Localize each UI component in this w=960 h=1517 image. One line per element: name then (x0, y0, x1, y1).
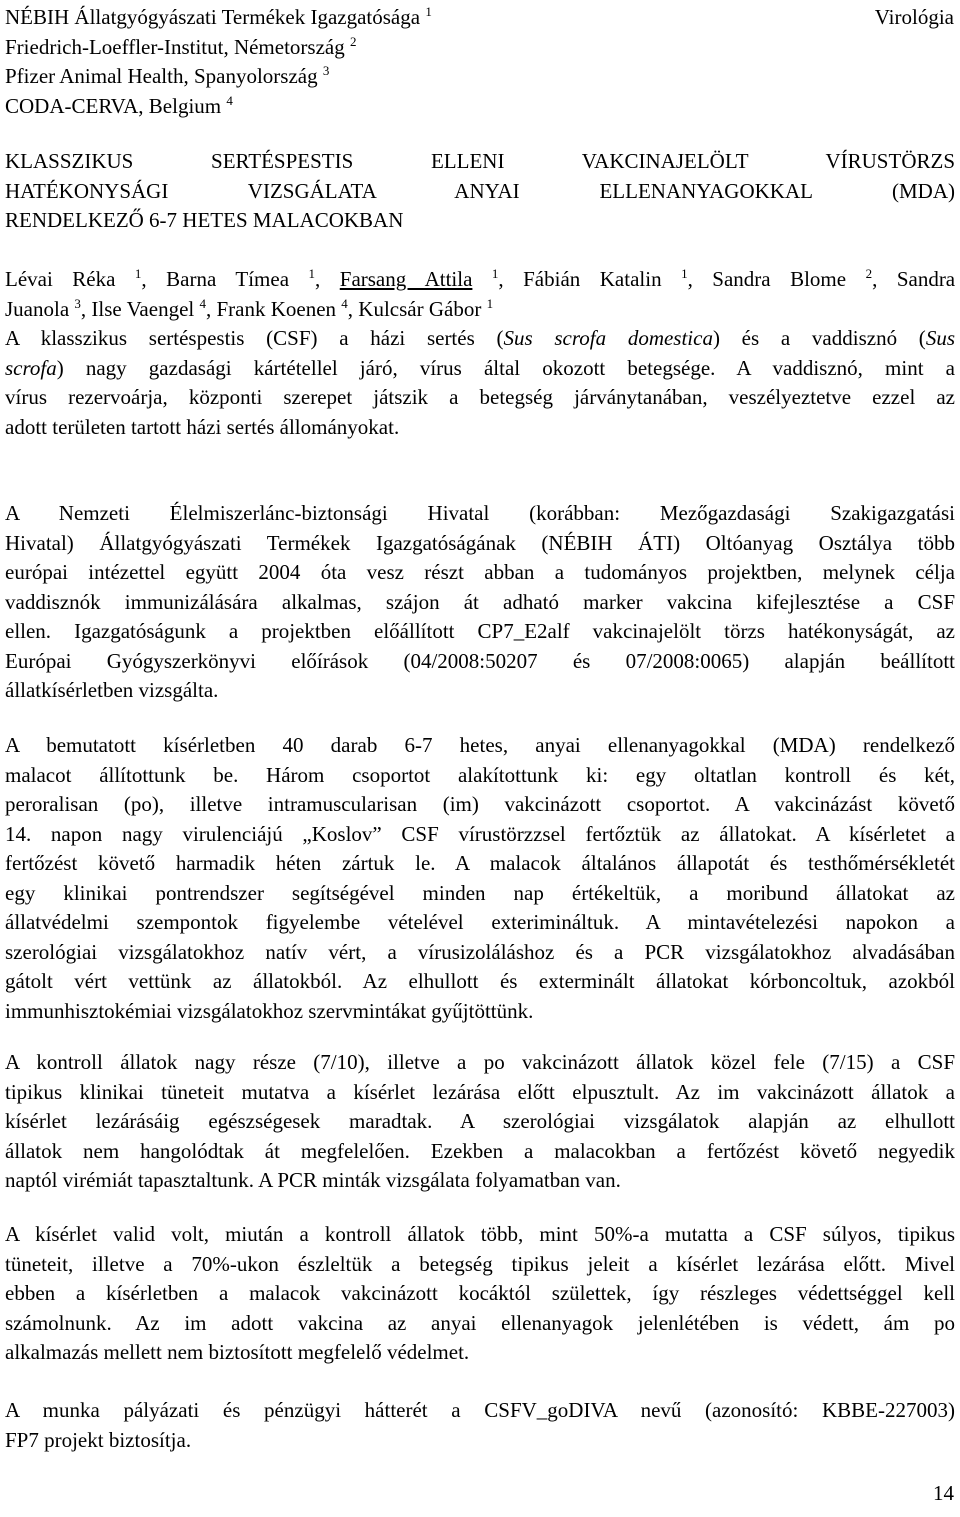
text-line: európai intézettel együtt 2004 óta vesz részt abban a tudományos projektben, melynek célja (5, 560, 955, 584)
author-name: Sandra (896, 267, 956, 291)
text-line: alkalmazás mellett nem biztosított megfelelő védelmet. (5, 1340, 470, 1364)
affiliations-block (5, 3, 705, 121)
text-line: számolnunk. Az im adott vakcina az anyai ellenanyagok jelenlétében is védett, ám po (5, 1310, 955, 1335)
text-line: malacot állítottunk be. Három csoportot alakítottunk ki: egy oltatlan kontroll és két, (5, 762, 955, 787)
text-line: Hivatal) Állatgyógyászati Termékek Igazgatóságának (NÉBIH ÁTI) Oltóanyag Osztálya több (5, 530, 955, 555)
page-number: 14 (933, 1481, 954, 1505)
affiliation-line: Pfizer Animal Health, Spanyolország $^3$ (5, 63, 330, 88)
text-line: scrofa) nagy gazdasági kártétellel járó, vírus által okozott betegsége. A vaddisznó, mint a (5, 355, 955, 380)
paragraph-discussion (5, 1220, 955, 1368)
affiliation-line: Friedrich-Loeffler-Institut, Németország $^2$ (5, 33, 357, 59)
text-line: A Nemzeti Élelmiszerlánc-biztonsági Hivatal (korábban: Mezőgazdasági Szakigazgatási (5, 501, 955, 525)
author-name: Ilse Vaengel (91, 296, 195, 321)
author-name: Sandra Blome (712, 267, 847, 291)
text-line: állatkísérletben vizsgálta. (5, 678, 219, 702)
text-line: kísérlet lezárásáig egészségesek maradtak. A szerológiai vizsgálatok alapján az elhullott (5, 1109, 955, 1133)
affiliation-number: 2 (349, 33, 357, 49)
author-line: Lévai Réka $^1$, Barna Tímea $^1$, Farsang Attila $^1$, Fábián Katalin $^1$, Sandra Blome $^2$, Sandra (5, 266, 956, 291)
text-line: állatok nem hangolódtak át megfelelően. Ezekben a malacokban a fertőzést követő negyedik (5, 1138, 955, 1163)
affiliation-number: 1 (425, 4, 432, 19)
section-label: Virológia (874, 5, 954, 29)
affiliation-line: NÉBIH Állatgyógyászati Termékek Igazgatósága $^1$ (5, 4, 432, 29)
affiliation-number: 4 (226, 92, 233, 108)
text-line: vírus rezervoárja, központi szerepet játszik a betegség járványtanában, veszélyeztetve ezzel az (5, 385, 955, 409)
author-name: Kulcsár Gábor (358, 296, 482, 321)
text-line: egy klinikai pontrendszer segítségével minden nap értékeltük, a moribund állatokat az (5, 880, 955, 905)
article-title (5, 147, 955, 236)
text-line: A munka pályázati és pénzügyi hátterét a CSFV_goDIVA nevű (azonosító: KBBE-227003) (5, 1398, 955, 1422)
affiliation-number: 3 (322, 63, 330, 78)
paragraph-funding (5, 1396, 955, 1455)
author-name: Lévai Réka (5, 267, 116, 291)
text-line: ellen. Igazgatóságunk a projektben előállított CP7_E2alf vakcinajelölt törzs hatékonyságát, az (5, 619, 955, 643)
text-line: ebben a kísérletben a malacok vakcinázott kocáktól születtek, így részleges védettséggel kell (5, 1281, 955, 1305)
text-line: gátolt vért vettünk az állatokból. Az elhullott és exterminált állatokat kórboncoltuk, azokból (5, 969, 955, 993)
text-line: adott területen tartott házi sertés állományokat. (5, 414, 400, 439)
text-line: immunhisztokémiai vizsgálatokhoz szervmintákat gyűjtöttünk. (5, 998, 534, 1023)
author-name-presenting: Farsang Attila (339, 267, 473, 291)
text-line: tipikus klinikai tüneteit mutatva a kísérlet lezárása előtt elpusztult. Az im vakcinázott állatok a (5, 1079, 955, 1104)
paragraph-background (5, 499, 955, 706)
text-line: Európai Gyógyszerkönyvi előírások (04/2008:50207 és 07/2008:0065) alapján beállított (5, 648, 955, 673)
author-name: Frank Koenen (216, 296, 337, 321)
text-line: vaddisznók immunizálására alkalmas, szájon át adható marker vakcina kifejlesztése a CSF (5, 589, 955, 614)
title-line: HATÉKONYSÁGI VIZSGÁLATA ANYAI ELLENANYAGOKKAL (MDA) (5, 178, 955, 203)
text-line: A bemutatott kísérletben 40 darab 6-7 hetes, anyai ellenanyagokkal (MDA) rendelkező (5, 733, 955, 757)
paragraph-introduction (5, 324, 955, 442)
author-line: Juanola $^3$, Ilse Vaengel $^4$, Frank Koenen $^4$, Kulcsár Gábor $^1$ (5, 295, 494, 321)
affiliation-line: CODA-CERVA, Belgium $^4$ (5, 92, 233, 118)
author-name: Fábián Katalin (523, 267, 662, 291)
text-line: A klasszikus sertéspestis (CSF) a házi sertés (Sus scrofa domestica) és a vaddisznó (Sus (5, 326, 955, 350)
author-name: Juanola (5, 296, 70, 321)
text-line: naptól virémiát tapasztaltunk. A PCR minták vizsgálata folyamatban van. (5, 1168, 621, 1192)
text-line: A kontroll állatok nagy része (7/10), illetve a po vakcinázott állatok közel fele (7/15) a CSF (5, 1050, 955, 1074)
text-line: állatvédelmi szempontok figyelembe vételével exterimináltuk. A mintavételezési napokon a (5, 910, 955, 934)
author-list (5, 265, 955, 324)
text-line: FP7 projekt biztosítja. (5, 1427, 192, 1452)
text-line: A kísérlet valid volt, miután a kontroll állatok több, mint 50%-a mutatta a CSF súlyos, tipikus (5, 1222, 955, 1246)
text-line: peroralisan (po), illetve intramuscularisan (im) vakcinázott csoportot. A vakcinázást követő (5, 792, 955, 816)
title-line: KLASSZIKUS SERTÉSPESTIS ELLENI VAKCINAJELÖLT VÍRUSTÖRZS (5, 149, 955, 173)
paragraph-results (5, 1048, 955, 1196)
text-line: 14. napon nagy virulenciájú „Koslov” CSF vírustörzzsel fertőztük az állatokat. A kísérletet a (5, 821, 955, 846)
title-line: RENDELKEZŐ 6-7 HETES MALACOKBAN (5, 208, 404, 232)
text-line: szerológiai vizsgálatokhoz natív vért, a vírusizoláláshoz és a PCR vizsgálatokhoz alvadásában (5, 939, 955, 964)
paragraph-methods (5, 731, 955, 1026)
text-line: fertőzést követő harmadik héten zártuk le. A malacok általános állapotát és testhőmérsékletét (5, 851, 955, 875)
author-name: Barna Tímea (166, 267, 290, 291)
text-line: tüneteit, illetve a 70%-ukon észleltük a betegség tipikus jeleit a kísérlet lezárása előtt. Mivel (5, 1251, 955, 1276)
